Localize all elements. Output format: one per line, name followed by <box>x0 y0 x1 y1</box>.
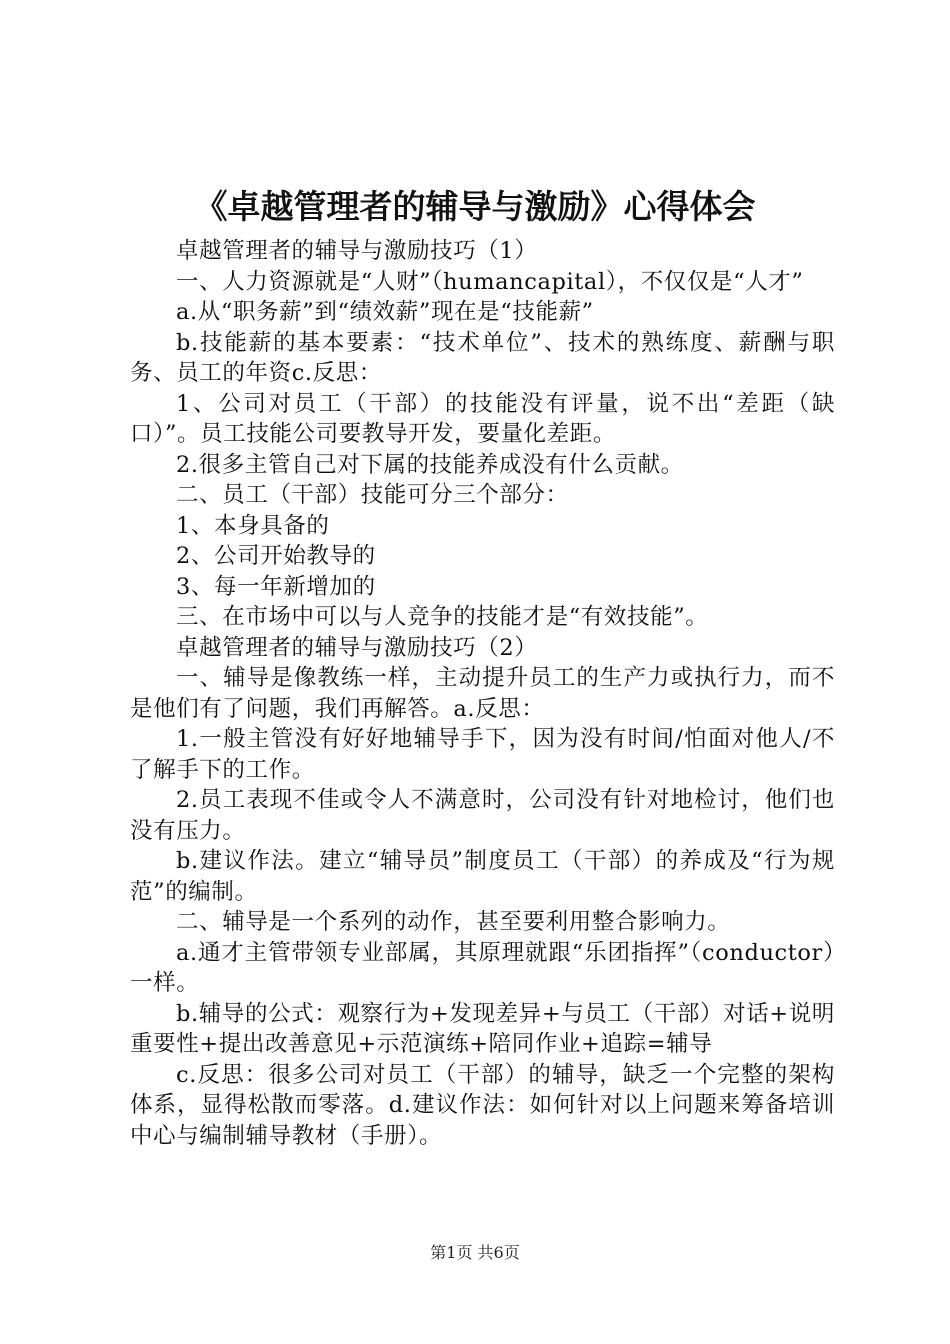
paragraph: b.辅导的公式：观察行为+发现差异+与员工（干部）对话+说明重要性+提出改善意见+示范演练+陪同作业+追踪=辅导 <box>130 1000 835 1057</box>
paragraph: a.从“职务薪”到“绩效薪”现在是“技能薪” <box>176 299 594 325</box>
paragraph: 卓越管理者的辅导与激励技巧（1） <box>176 238 538 264</box>
page-footer: 第1页 共6页 <box>430 1243 520 1262</box>
paragraph: 1、公司对员工（干部）的技能没有评量，说不出“差距（缺口）”。员工技能公司要教导开发，要量化差距。 <box>130 390 835 447</box>
paragraph: 2、公司开始教导的 <box>176 543 376 569</box>
paragraph: 二、辅导是一个系列的动作，甚至要利用整合影响力。 <box>176 909 731 935</box>
paragraph: 2.很多主管自己对下属的技能养成没有什么贡献。 <box>176 451 684 478</box>
paragraph: 二、员工（干部）技能可分三个部分： <box>176 482 569 508</box>
paragraph: 一、辅导是像教练一样，主动提升员工的生产力或执行力，而不是他们有了问题，我们再解答。a.反思： <box>130 665 835 722</box>
paragraph: 卓越管理者的辅导与激励技巧（2） <box>176 634 538 661</box>
paragraph: 一、人力资源就是“人财”（humancapital），不仅仅是“人才” <box>176 268 804 295</box>
paragraph: 1、本身具备的 <box>176 512 330 539</box>
paragraph: 2.员工表现不佳或令人不满意时，公司没有针对地检讨，他们也没有压力。 <box>130 787 835 844</box>
paragraph: 1.一般主管没有好好地辅导手下，因为没有时间/怕面对他人/不了解手下的工作。 <box>130 726 835 783</box>
paragraph: b.建议作法。建立“辅导员”制度员工（干部）的养成及“行为规范”的编制。 <box>130 848 835 905</box>
paragraph: 3、每一年新增加的 <box>176 573 376 600</box>
document-body <box>130 236 835 1151</box>
document-title: 《卓越管理者的辅导与激励》心得体会 <box>194 187 756 226</box>
paragraph: c.反思：很多公司对员工（干部）的辅导，缺乏一个完整的架构体系，显得松散而零落。d.建议作法：如何针对以上问题来筹备培训中心与编制辅导教材（手册）。 <box>130 1061 835 1149</box>
paragraph: 三、在市场中可以与人竞争的技能才是“有效技能”。 <box>176 604 709 630</box>
paragraph: b.技能薪的基本要素：“技术单位”、技术的熟练度、薪酬与职务、员工的年资c.反思： <box>130 329 835 386</box>
paragraph: a.通才主管带领专业部属，其原理就跟“乐团指挥”（conductor）一样。 <box>130 939 835 996</box>
